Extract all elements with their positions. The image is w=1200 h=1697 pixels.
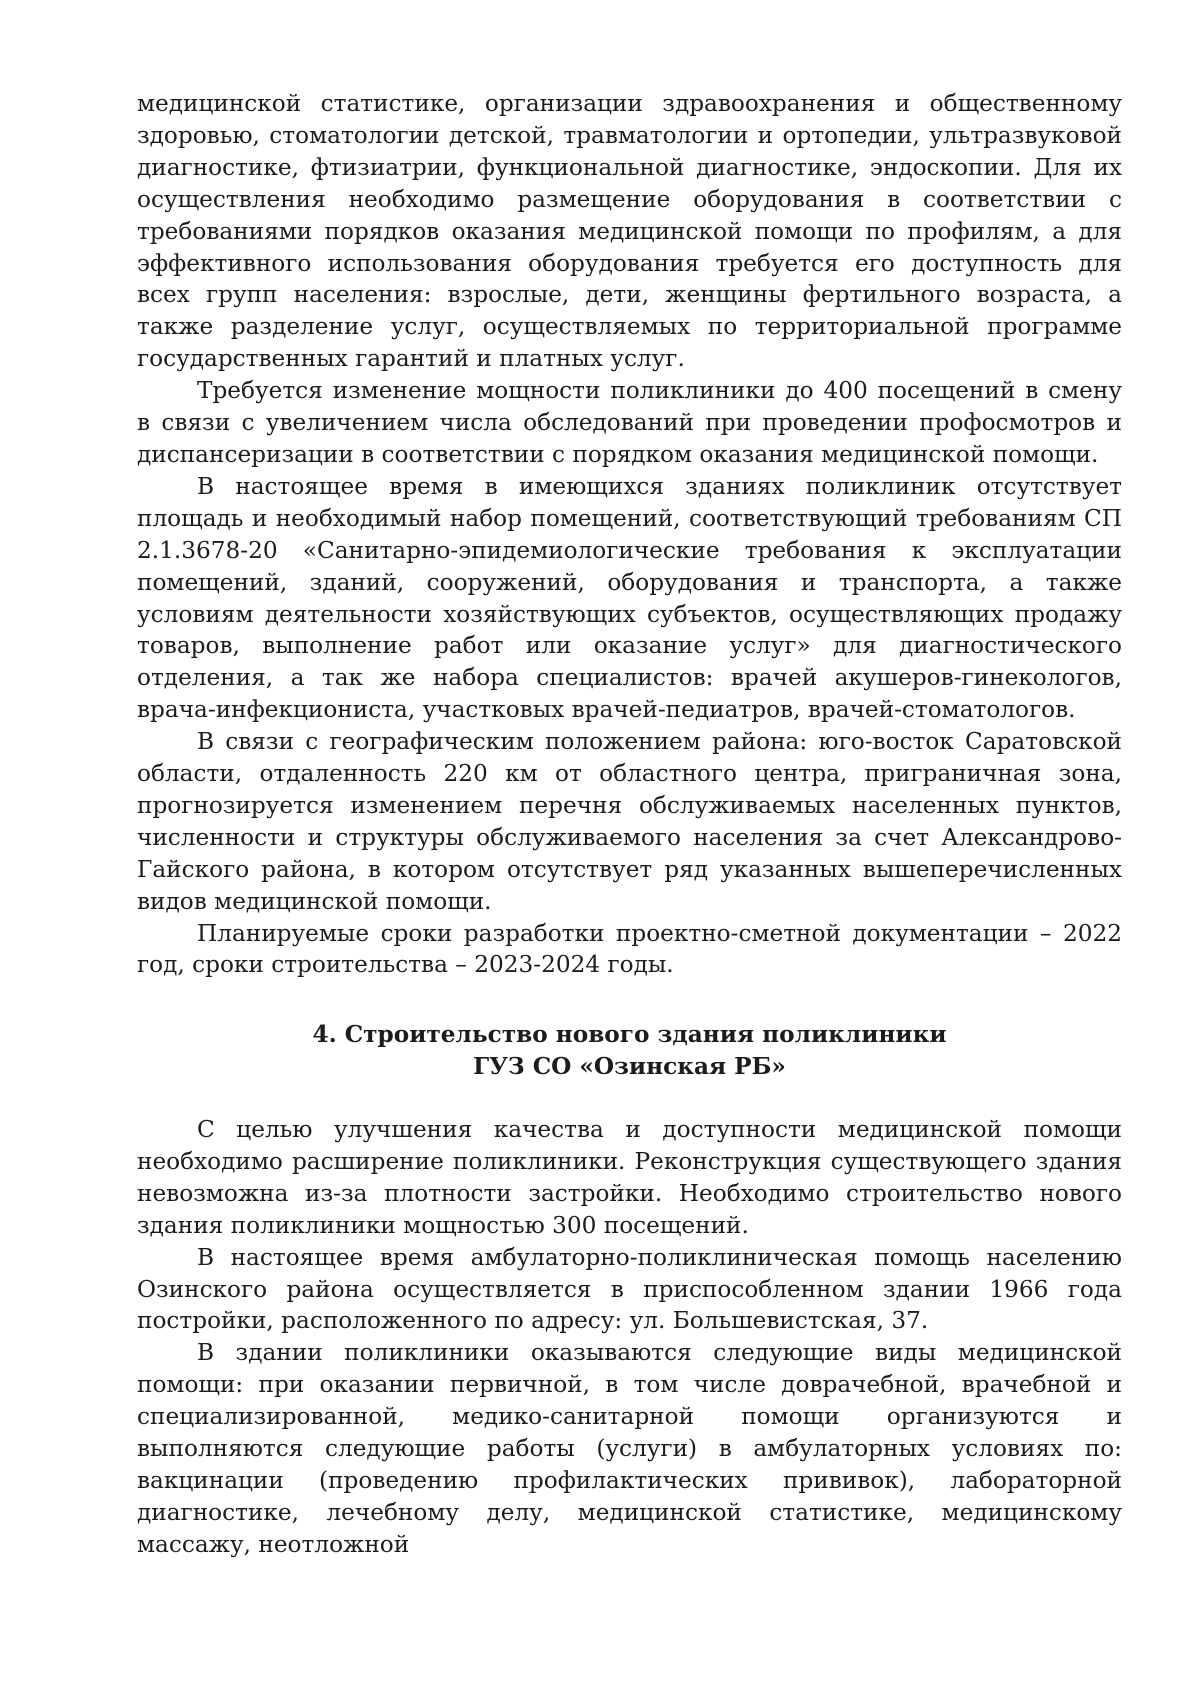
paragraph-expansion-goal: С целью улучшения качества и доступности медицинской помощи необходимо расширение поликлиники. Реконструкция существующего здания невозможна из-за плотности застройки. Необходимо строительство нового здания поликлиники мощностью 300 посещений. (137, 1116, 1122, 1239)
body-text-top (137, 88, 1122, 981)
section-heading (137, 1019, 1122, 1083)
paragraph-continuation: медицинской статистике, организации здравоохранения и общественному здоровью, стоматологии детской, травматологии и ортопедии, ультразвуковой диагностике, фтизиатрии, функциональной диагностике, эндоскопии. Для их осуществления необходимо размещение оборудования в соответствии с требованиями порядков оказания медицинской помощи по профилям, а для эффективного использования оборудования требуется его доступность для всех групп населения: взрослые, дети, женщины фертильного возраста, а также разделение услуг, осуществляемых по территориальной программе государственных гарантий и платных услуг. (137, 90, 1122, 373)
section-heading-line-2: ГУЗ СО «Озинская РБ» (473, 1052, 786, 1080)
paragraph-current-building: В настоящее время амбулаторно-поликлиническая помощь населению Озинского района осуществляется в приспособленном здании 1966 года постройки, расположенного по адресу: ул. Большевистская, 37. (137, 1243, 1122, 1335)
section-heading-line-1: 4. Строительство нового здания поликлиники (312, 1021, 947, 1048)
paragraph-premises-shortage: В настоящее время в имеющихся зданиях поликлиник отсутствует площадь и необходимый набор помещений, соответствующий требованиям СП 2.1.3678-20 «Санитарно-эпидемиологические требования к эксплуатации помещений, зданий, сооружений, оборудования и транспорта, а также условиям деятельности хозяйствующих субъектов, осуществляющих продажу товаров, выполнение работ или оказание услуг» для диагностического отделения, а так же набора специалистов: врачей акушеров-гинекологов, врача-инфекциониста, участковых врачей-педиатров, врачей-стоматологов. (137, 472, 1122, 724)
paragraph-services-list: В здании поликлиники оказываются следующие виды медицинской помощи: при оказании первичной, в том числе доврачебной, врачебной и специализированной, медико-санитарной помощи организуются и выполняются следующие работы (услуги) в амбулаторных условиях по: вакцинации (проведению профилактических прививок), лабораторной диагностике, лечебному делу, медицинской статистике, медицинскому массажу, неотложной (137, 1339, 1122, 1558)
paragraph-capacity-change: Требуется изменение мощности поликлиники до 400 посещений в смену в связи с увеличением числа обследований при проведении профосмотров и диспансеризации в соответствии с порядком оказания медицинской помощи. (137, 377, 1122, 468)
body-text-bottom (137, 1114, 1122, 1561)
paragraph-geographic-position: В связи с географическим положением района: юго-восток Саратовской области, отдаленность 220 км от областного центра, приграничная зона, прогнозируется изменением перечня обслуживаемых населенных пунктов, численности и структуры обслуживаемого населения за счет Александрово-Гайского района, в котором отсутствует ряд указанных вышеперечисленных видов медицинской помощи. (137, 728, 1122, 915)
paragraph-planned-dates: Планируемые сроки разработки проектно-сметной документации – 2022 год, сроки строительства – 2023-2024 годы. (137, 919, 1122, 979)
